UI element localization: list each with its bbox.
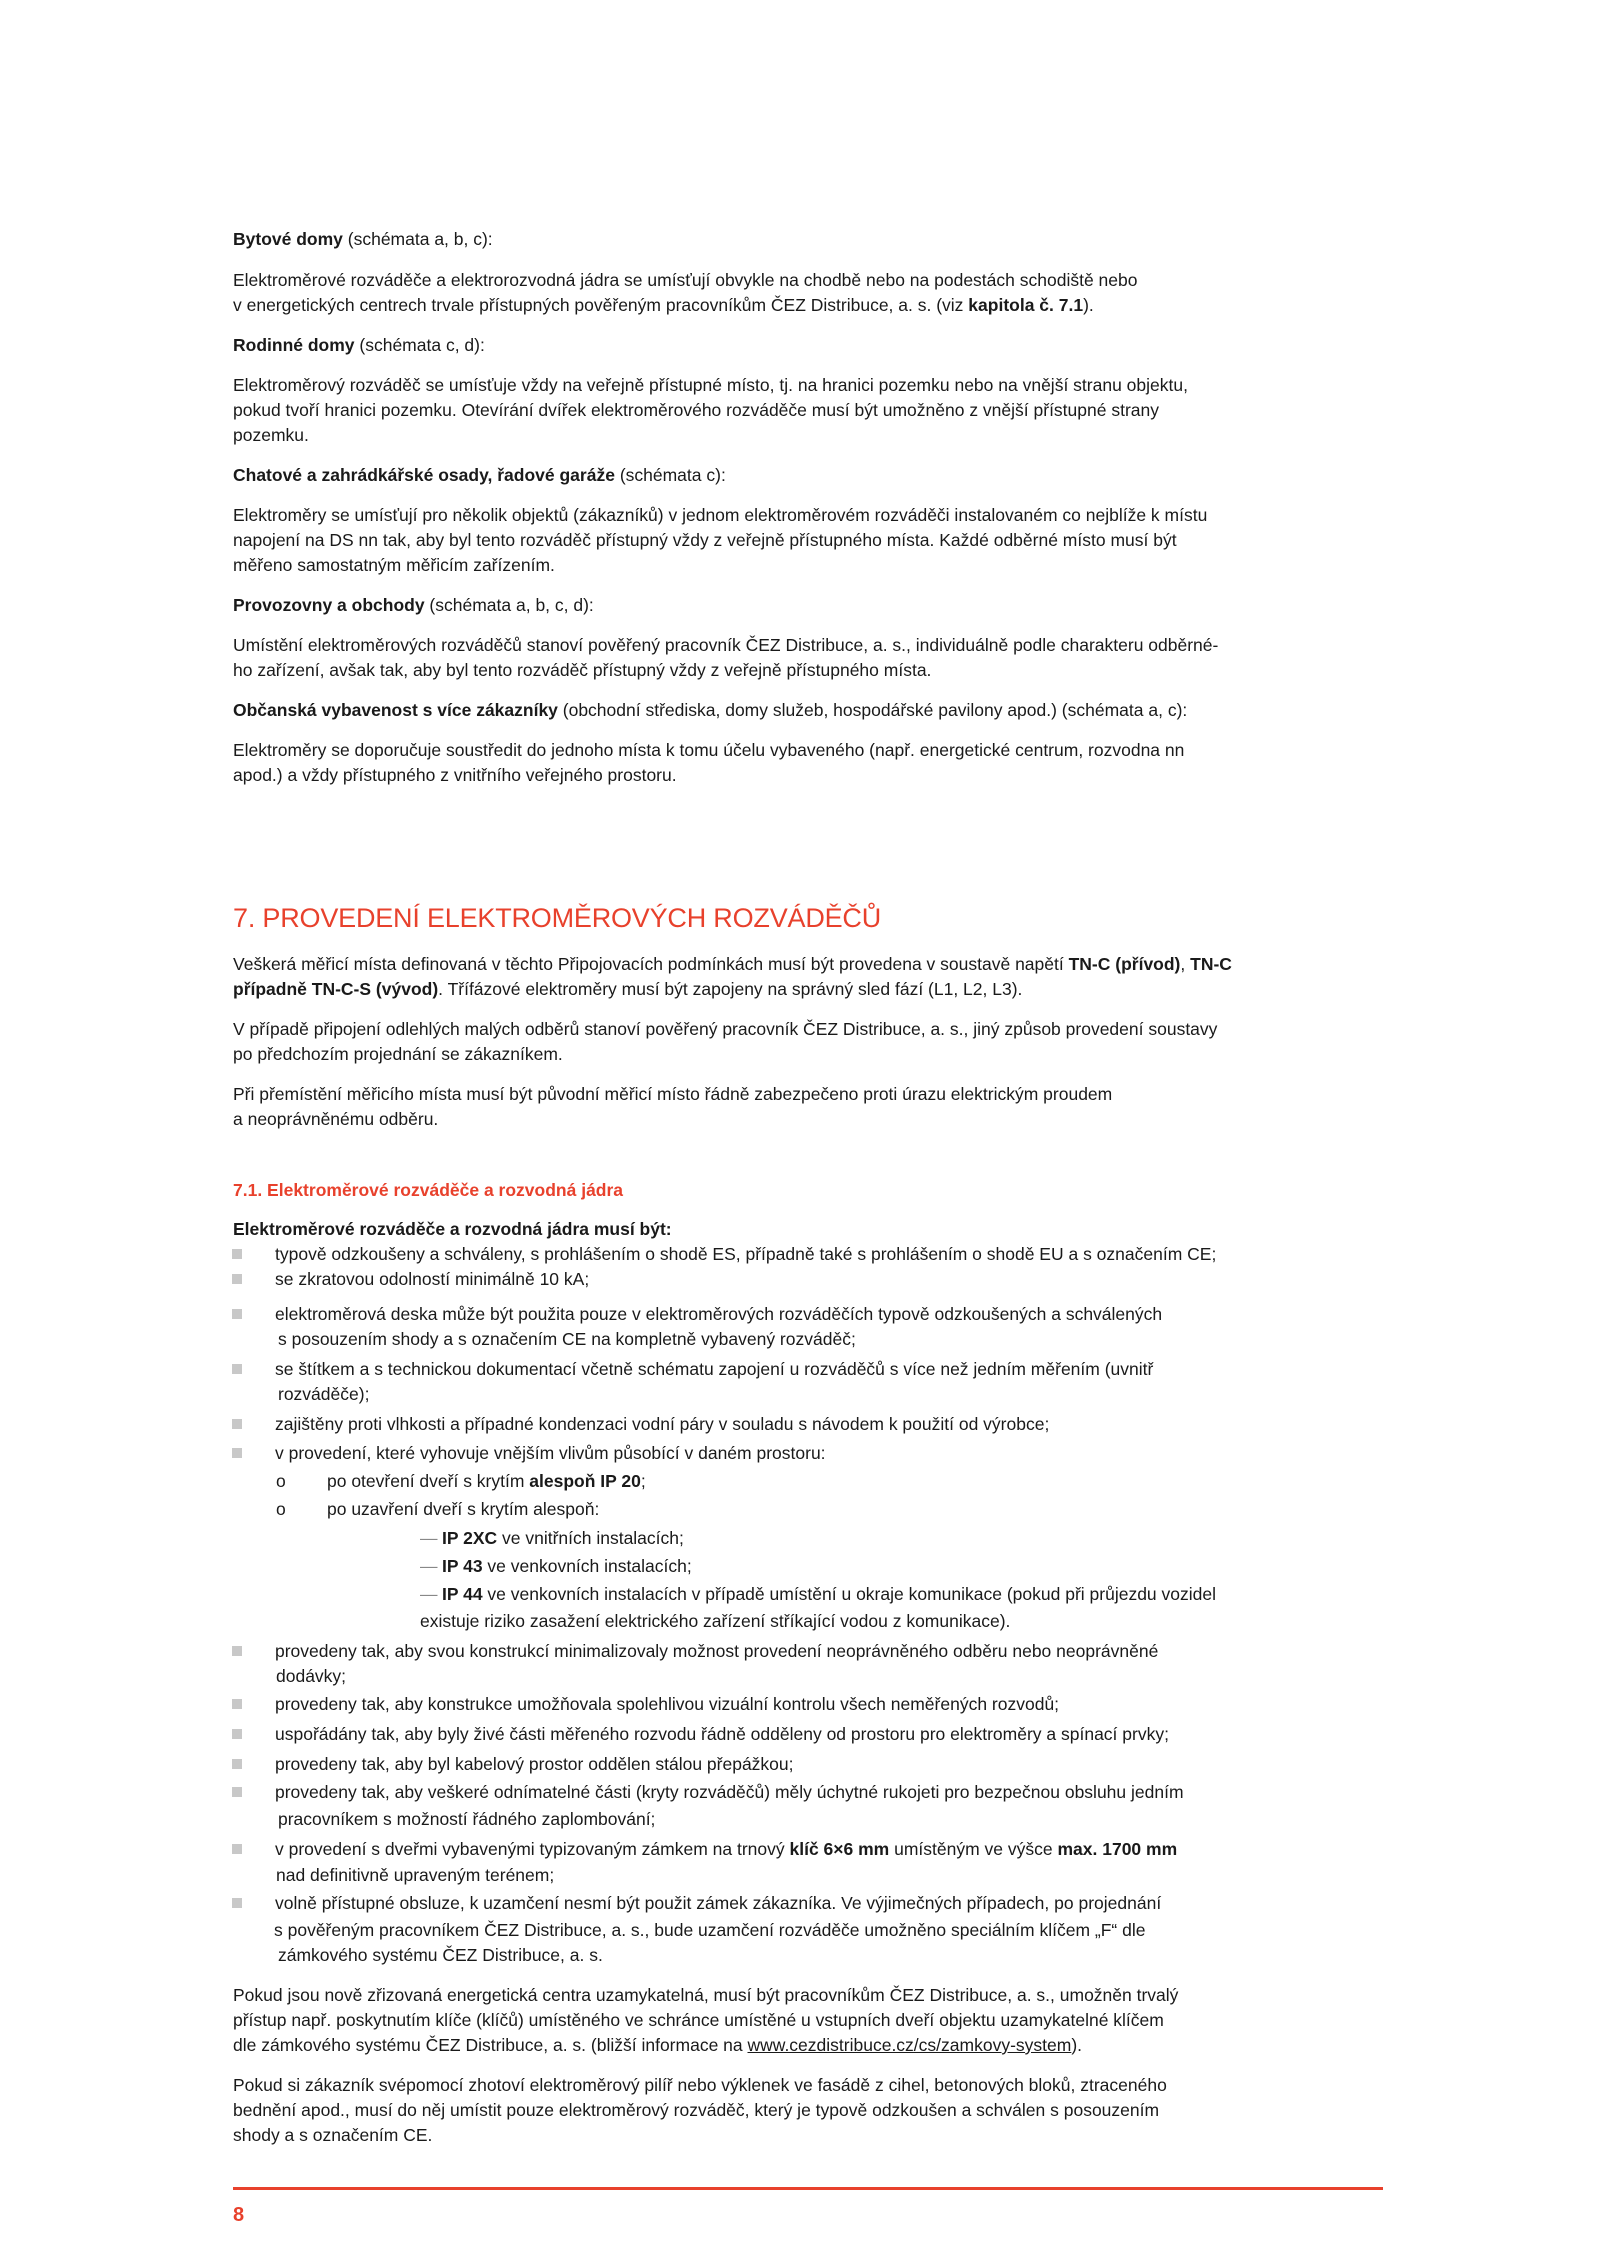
dash-item-ip2xc: IP 2XC ve vnitřních instalacích; [442, 1528, 684, 1548]
bullet-square-icon [232, 1759, 242, 1769]
paragraph-pilir-line1: Pokud si zákazník svépomocí zhotoví elektroměrový pilíř nebo výklenek ve fasádě z cihel, betonových bloků, ztraceného [233, 2075, 1167, 2095]
paragraph-rodinne-line3: pozemku. [233, 425, 309, 445]
paragraph-bytove-line2: v energetických centrech trvale přístupných pověřeným pracovníkům ČEZ Distribuce, a. s. (viz kapitola č. 7.1). [233, 295, 1094, 315]
sub-item-open-door: po otevření dveří s krytím alespoň IP 20; [327, 1471, 646, 1491]
chapter-title: 7. PROVEDENÍ ELEKTROMĚROVÝCH ROZVÁDĚČŮ [233, 903, 882, 933]
bullet-square-icon [232, 1646, 242, 1656]
bullet-square-icon [232, 1844, 242, 1854]
bullet-square-icon [232, 1729, 242, 1739]
paragraph-pilir-line3: shody a s označením CE. [233, 2125, 433, 2145]
bullet-square-icon [232, 1309, 242, 1319]
page-number: 8 [233, 2204, 245, 2226]
section-71-intro: Elektroměrové rozváděče a rozvodná jádra musí být: [233, 1219, 672, 1239]
heading-provozovny: Provozovny a obchody (schémata a, b, c, d): [233, 595, 594, 615]
bullet-square-icon [232, 1787, 242, 1797]
dash-marker: — [420, 1584, 438, 1604]
paragraph-rodinne-line1: Elektroměrový rozváděč se umísťuje vždy na veřejně přístupné místo, tj. na hranici pozemku nebo na vnější stranu objektu, [233, 375, 1188, 395]
chapter-p1-line1: Veškerá měřicí místa definovaná v těchto Připojovacích podmínkách musí být provedena v soustavě napětí TN-C (přívod), TN-C [233, 954, 1232, 974]
dash-marker: — [420, 1528, 438, 1548]
chapter-p1-line2: případně TN-C-S (vývod). Třífázové elektroměry musí být zapojeny na správný sled fází (L1, L2, L3). [233, 979, 1023, 999]
paragraph-rodinne-line2: pokud tvoří hranici pozemku. Otevírání dvířek elektroměrového rozváděče musí být umožněno z vnější přístupné strany [233, 400, 1159, 420]
paragraph-obcanska-line2: apod.) a vždy přístupného z vnitřního veřejného prostoru. [233, 765, 677, 785]
dash-item-ip44: IP 44 ve venkovních instalacích v případě umístění u okraje komunikace (pokud při průjezdu vozidel [442, 1584, 1216, 1604]
footer-divider [233, 2187, 1383, 2190]
chapter-p3-line1: Při přemístění měřicího místa musí být původní měřicí místo řádně zabezpečeno proti úrazu elektrickým proudem [233, 1084, 1113, 1104]
bullet-square-icon [232, 1364, 242, 1374]
bullet-square-icon [232, 1699, 242, 1709]
bullet-square-icon [232, 1419, 242, 1429]
sub-item-closed-door: po uzavření dveří s krytím alespoň: [327, 1499, 600, 1519]
chapter-p2-line2: po předchozím projednání se zákazníkem. [233, 1044, 563, 1064]
chapter-p3-line2: a neoprávněnému odběru. [233, 1109, 439, 1129]
paragraph-energy-centers-line2: přístup např. poskytnutím klíče (klíčů) umístěného ve schránce umístěné u vstupních dveří objektu uzamykatelné klíčem [233, 2010, 1164, 2030]
dash-item-ip43: IP 43 ve venkovních instalacích; [442, 1556, 692, 1576]
sub-bullet-marker: o [276, 1471, 286, 1491]
paragraph-bytove-line1: Elektroměrové rozváděče a elektrorozvodná jádra se umísťují obvykle na chodbě nebo na podestách schodiště nebo [233, 270, 1138, 290]
dash-marker: — [420, 1556, 438, 1576]
heading-obcanska-vybavenost: Občanská vybavenost s více zákazníky (obchodní střediska, domy služeb, hospodářské pavilony apod.) (schémata a, c): [233, 700, 1188, 720]
paragraph-chatove-line1: Elektroměry se umísťují pro několik objektů (zákazníků) v jednom elektroměrovém rozváděči instalovaném co nejblíže k místu [233, 505, 1208, 525]
heading-rodinne-domy: Rodinné domy (schémata c, d): [233, 335, 485, 355]
sub-bullet-marker: o [276, 1499, 286, 1519]
bullet-square-icon [232, 1448, 242, 1458]
paragraph-provozovny-line1: Umístění elektroměrových rozváděčů stanoví pověřený pracovník ČEZ Distribuce, a. s., individuálně podle charakteru odběrné- [233, 635, 1219, 655]
chapter-p2-line1: V případě připojení odlehlých malých odběrů stanoví pověřený pracovník ČEZ Distribuce, a. s., jiný způsob provedení soustavy [233, 1019, 1218, 1039]
bullet-square-icon [232, 1249, 242, 1259]
zamkovy-system-link[interactable]: www.cezdistribuce.cz/cs/zamkovy-system [747, 2035, 1072, 2055]
paragraph-energy-centers-line3: dle zámkového systému ČEZ Distribuce, a. s. (bližší informace na www.cezdistribuce.cz/cs/zamkovy-system). [233, 2035, 1083, 2055]
paragraph-provozovny-line2: ho zařízení, avšak tak, aby byl tento rozváděč přístupný vždy z veřejně přístupného místa. [233, 660, 932, 680]
paragraph-obcanska-line1: Elektroměry se doporučuje soustředit do jednoho místa k tomu účelu vybaveného (např. energetické centrum, rozvodna nn [233, 740, 1185, 760]
paragraph-energy-centers-line1: Pokud jsou nově zřizovaná energetická centra uzamykatelná, musí být pracovníkům ČEZ Distribuce, a. s., umožněn trvalý [233, 1985, 1179, 2005]
heading-chatove-osady: Chatové a zahrádkářské osady, řadové garáže (schémata c): [233, 465, 726, 485]
paragraph-chatove-line2: napojení na DS nn tak, aby byl tento rozváděč přístupný vždy z veřejně přístupného místa. Každé odběrné místo musí být [233, 530, 1177, 550]
dash-item-ip44-continuation: existuje riziko zasažení elektrického zařízení stříkající vodou z komunikace). [420, 1611, 1011, 1631]
paragraph-chatove-line3: měřeno samostatným měřicím zařízením. [233, 555, 555, 575]
paragraph-pilir-line2: bednění apod., musí do něj umístit pouze elektroměrový rozváděč, který je typově odzkoušen a schválen s posouzením [233, 2100, 1160, 2120]
heading-bytove-domy: Bytové domy (schémata a, b, c): [233, 229, 493, 249]
bullet-square-icon [232, 1898, 242, 1908]
section-71-title: 7.1. Elektroměrové rozváděče a rozvodná jádra [233, 1180, 624, 1200]
bullet-square-icon [232, 1274, 242, 1284]
